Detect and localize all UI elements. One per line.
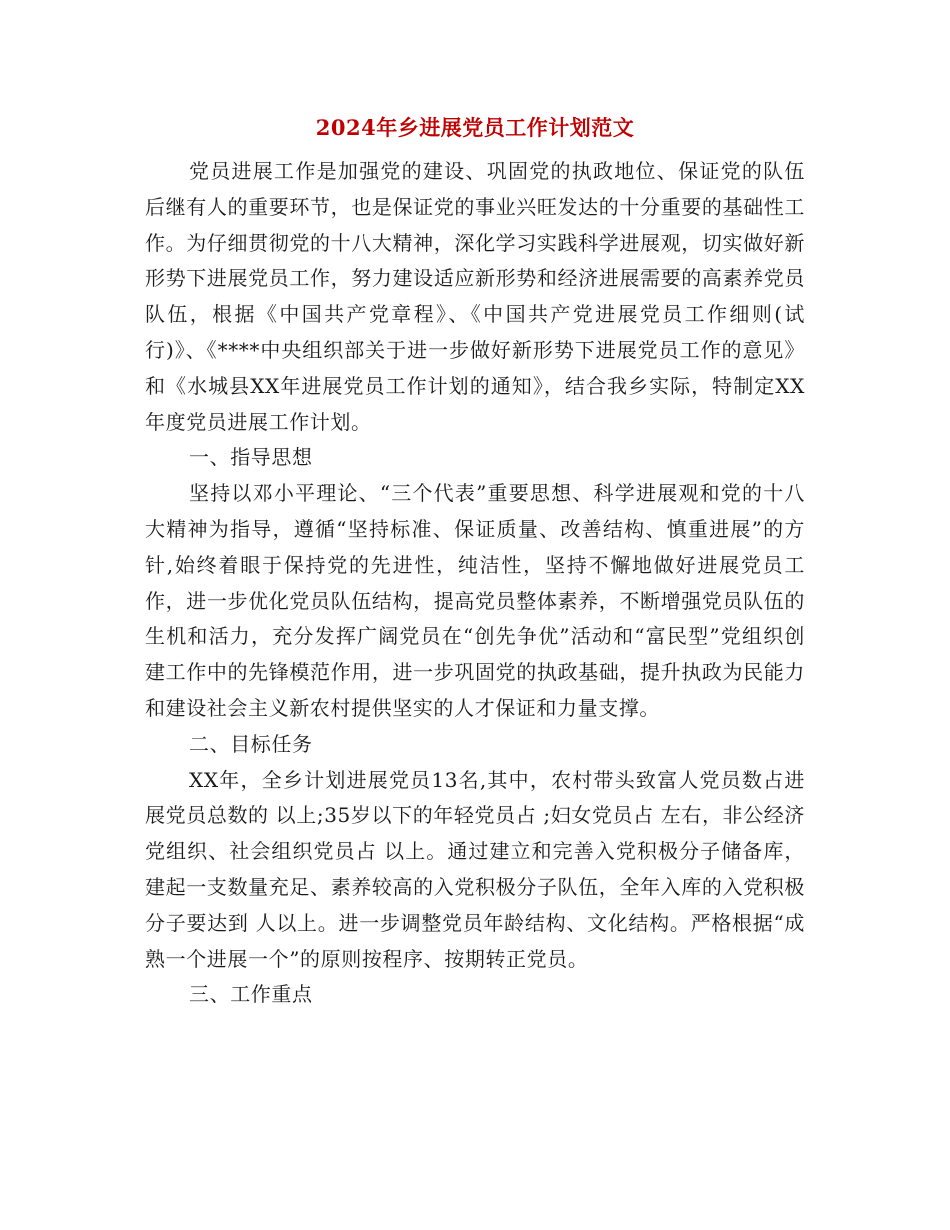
goals-paragraph: XX年，全乡计划进展党员13名,其中，农村带头致富人党员数占进展党员总数的 以上;35岁以下的年轻党员占 ;妇女党员占 左右，非公经济党组织、社会组织党员占 以上。通过建立和完善入党积极分子储备库，建起一支数量充足、素养较高的入党积极分子队伍，全年入库的入党积极分子要达到 人以上。进一步调整党员年龄结构、文化结构。严格根据“成熟一个进展一个”的原则按程序、按期转正党员。 xyxy=(145,767,805,971)
intro-paragraph: 党员进展工作是加强党的建设、巩固党的执政地位、保证党的队伍后继有人的重要环节，也是保证党的事业兴旺发达的十分重要的基础性工作。为仔细贯彻党的十八大精神，深化学习实践科学进展观，切实做好新形势下进展党员工作，努力建设适应新形势和经济进展需要的高素养党员队伍，根据《中国共产党章程》、《中国共产党进展党员工作细则(试行)》、《****中央组织部关于进一步做好新形势下进展党员工作的意见》和《水城县XX年进展党员工作计划的通知》，结合我乡实际，特制定XX年度党员进展工作计划。 xyxy=(145,159,805,434)
section-heading-work-focus: 三、工作重点 xyxy=(189,982,313,1007)
document-body xyxy=(145,154,805,1013)
section-heading-goals: 二、目标任务 xyxy=(189,731,313,756)
guiding-ideology-paragraph: 坚持以邓小平理论、“三个代表”重要思想、科学进展观和党的十八大精神为指导，遵循“坚持标准、保证质量、改善结构、慎重进展”的方针,始终着眼于保持党的先进性，纯洁性，坚持不懈地做好进展党员工作，进一步优化党员队伍结构，提高党员整体素养，不断增强党员队伍的生机和活力，充分发挥广阔党员在“创先争优”活动和“富民型”党组织创建工作中的先锋模范作用，进一步巩固党的执政基础，提升执政为民能力和建设社会主义新农村提供坚实的人才保证和力量支撑。 xyxy=(145,481,805,720)
section-heading-guiding-ideology: 一、指导思想 xyxy=(189,445,313,470)
document-title: 2024年乡进展党员工作计划范文 xyxy=(315,115,635,140)
